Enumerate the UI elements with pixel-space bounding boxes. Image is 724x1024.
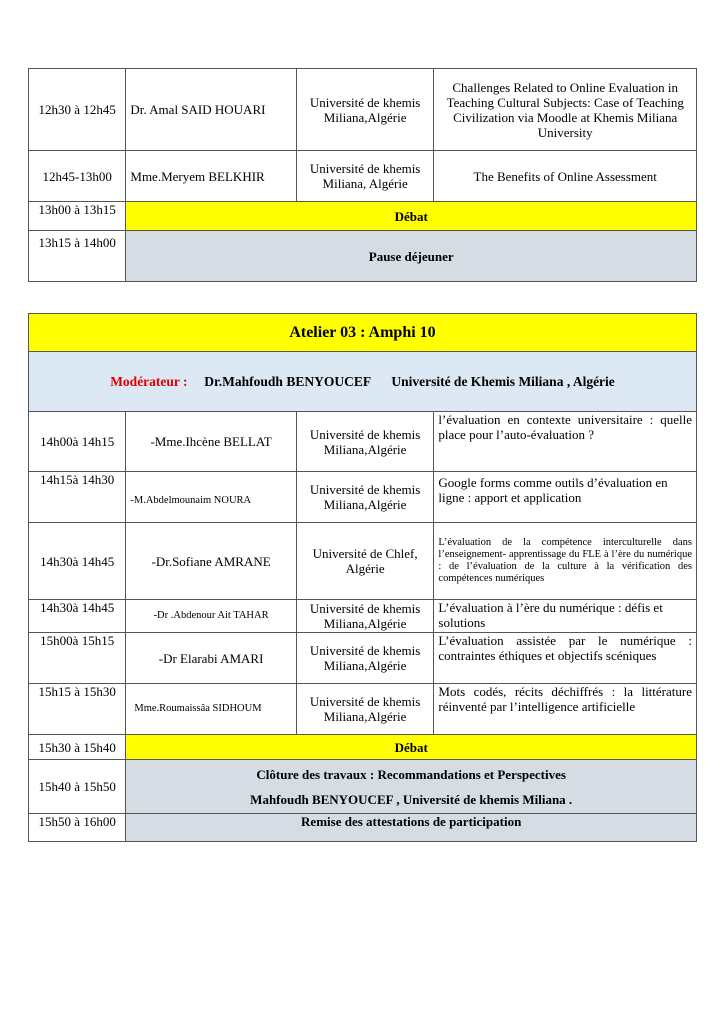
speaker-cell: -M.Abdelmounaim NOURA <box>126 472 296 523</box>
speaker-cell: -Dr Elarabi AMARI <box>126 633 296 684</box>
affiliation-cell: Université de khemis Miliana,Algérie <box>296 69 434 151</box>
workshop-header-row <box>29 314 697 352</box>
debat-label: Débat <box>126 735 697 760</box>
closing-row <box>29 760 697 814</box>
affiliation-cell: Université de Chlef, Algérie <box>296 523 434 600</box>
table-row <box>29 151 697 202</box>
debat-label: Débat <box>126 202 697 231</box>
time-cell: 12h30 à 12h45 <box>29 69 126 151</box>
affiliation-cell: Université de khemis Miliana, Algérie <box>296 151 434 202</box>
talk-title-cell: l’évaluation en contexte universitaire : quelle place pour l’auto-évaluation ? <box>434 412 697 472</box>
talk-title-cell: Google forms comme outils d’évaluation en ligne : apport et application <box>434 472 697 523</box>
affiliation-cell: Université de khemis Miliana,Algérie <box>296 684 434 735</box>
time-cell: 15h40 à 15h50 <box>29 760 126 814</box>
debat-row <box>29 202 697 231</box>
table-row <box>29 472 697 523</box>
talk-title-cell: L’évaluation assistée par le numérique : contraintes éthiques et objectifs scéniques <box>434 633 697 684</box>
speaker-cell: -Mme.Ihcène BELLAT <box>126 412 296 472</box>
table-row <box>29 412 697 472</box>
speaker-cell: Mme.Roumaissâa SIDHOUM <box>126 684 296 735</box>
table-row <box>29 684 697 735</box>
affiliation-cell: Université de khemis Miliana,Algérie <box>296 633 434 684</box>
time-cell: 15h50 à 16h00 <box>29 814 126 842</box>
table-row <box>29 600 697 633</box>
time-cell: 13h15 à 14h00 <box>29 231 126 282</box>
table-row <box>29 523 697 600</box>
time-cell: 15h15 à 15h30 <box>29 684 126 735</box>
time-cell: 14h15à 14h30 <box>29 472 126 523</box>
closing-line-1: Clôture des travaux : Recommandations et Perspectives <box>256 766 566 782</box>
affiliation-cell: Université de khemis Miliana,Algérie <box>296 412 434 472</box>
table-row <box>29 69 697 151</box>
time-cell: 15h00à 15h15 <box>29 633 126 684</box>
moderator-affiliation: Université de Khemis Miliana , Algérie <box>391 374 615 389</box>
talk-title-cell: L’évaluation de la compétence interculturelle dans l’enseignement- apprentissage du FLE à l’ère du numérique : de l’évaluation de la culture à la vérification des compétences numériques <box>434 523 697 600</box>
affiliation-cell: Université de khemis Miliana,Algérie <box>296 600 434 633</box>
moderator-name: Dr.Mahfoudh BENYOUCEF <box>204 374 371 389</box>
moderator-label: Modérateur : <box>110 374 188 389</box>
pause-row <box>29 231 697 282</box>
time-cell: 14h30à 14h45 <box>29 600 126 633</box>
schedule-table-1 <box>28 68 697 282</box>
speaker-cell: -Dr .Abdenour Ait TAHAR <box>126 600 296 633</box>
time-cell: 15h30 à 15h40 <box>29 735 126 760</box>
pause-label: Pause déjeuner <box>126 231 697 282</box>
closing-cell <box>126 760 697 814</box>
talk-title-cell: Mots codés, récits déchiffrés : la littérature réinventé par l’intelligence artificielle <box>434 684 697 735</box>
affiliation-cell: Université de khemis Miliana,Algérie <box>296 472 434 523</box>
speaker-cell: Dr. Amal SAID HOUARI <box>126 69 296 151</box>
talk-title-cell: Challenges Related to Online Evaluation in Teaching Cultural Subjects: Case of Teaching Civilization via Moodle at Khemis Miliana University <box>434 69 697 151</box>
certificates-row <box>29 814 697 842</box>
table-row <box>29 633 697 684</box>
time-cell: 14h00à 14h15 <box>29 412 126 472</box>
closing-line-2: Mahfoudh BENYOUCEF , Université de khemis Miliana . <box>250 791 573 807</box>
moderator-cell <box>29 352 697 412</box>
time-cell: 14h30à 14h45 <box>29 523 126 600</box>
speaker-cell: -Dr.Sofiane AMRANE <box>126 523 296 600</box>
moderator-row <box>29 352 697 412</box>
time-cell: 13h00 à 13h15 <box>29 202 126 231</box>
schedule-table-2 <box>28 313 697 842</box>
certificates-label: Remise des attestations de participation <box>126 814 697 842</box>
workshop-title: Atelier 03 : Amphi 10 <box>29 314 697 352</box>
talk-title-cell: L’évaluation à l’ère du numérique : défis et solutions <box>434 600 697 633</box>
talk-title-cell: The Benefits of Online Assessment <box>434 151 697 202</box>
debat-row <box>29 735 697 760</box>
time-cell: 12h45-13h00 <box>29 151 126 202</box>
speaker-cell: Mme.Meryem BELKHIR <box>126 151 296 202</box>
